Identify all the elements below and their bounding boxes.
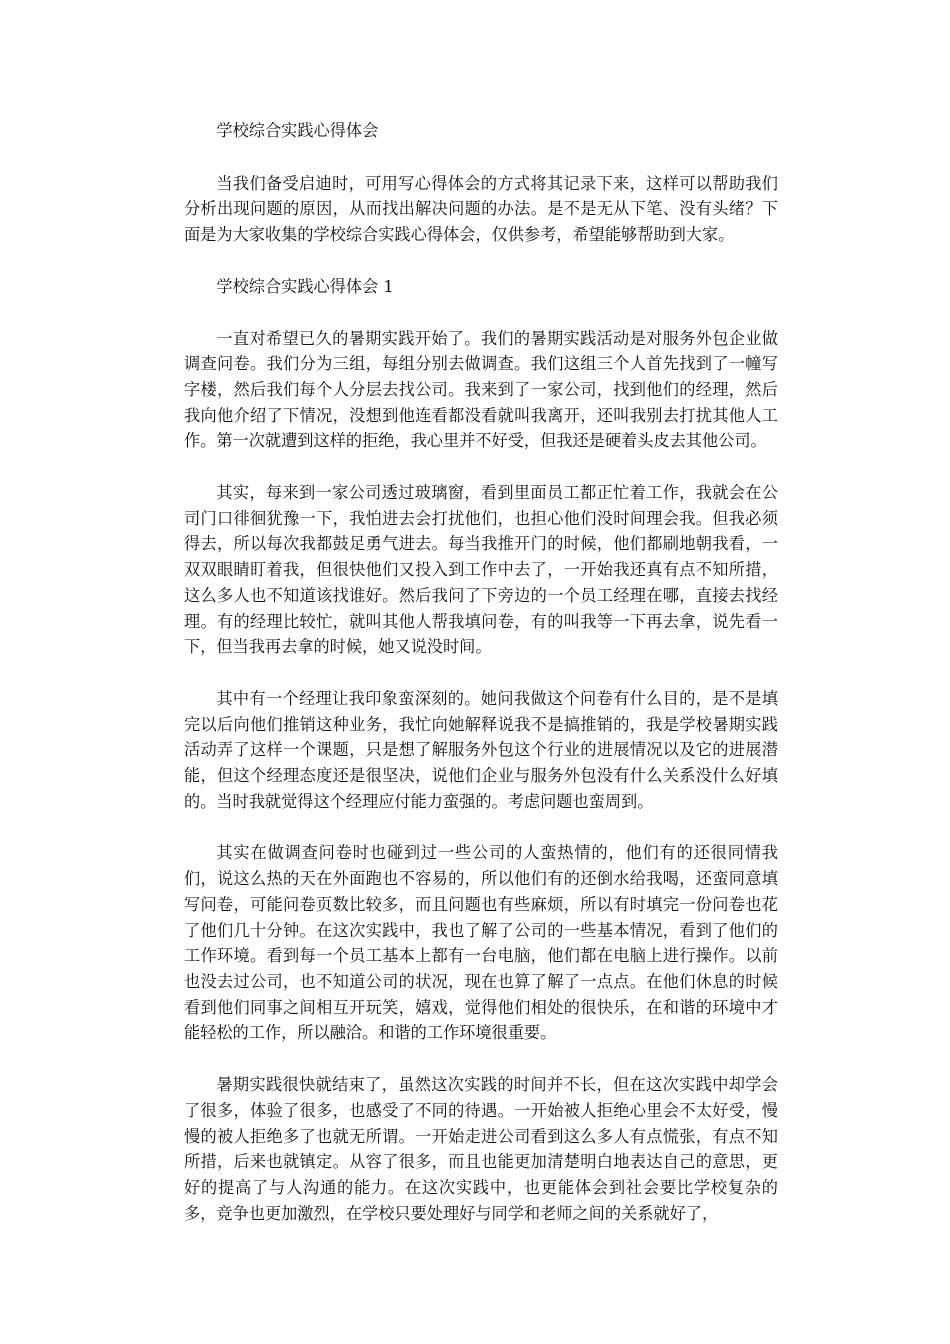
section-title: 学校综合实践心得体会 1 xyxy=(216,276,394,296)
body-paragraph-5: 暑期实践很快就结束了，虽然这次实践的时间并不长，但在这次实践中却学会了很多，体验了很多，也感受了不同的待遇。一开始被人拒绝心里会不太好受，慢慢的被人拒绝多了也就无所谓。一开始走进公司看到这么多人有点慌张，有点不知所措，后来也就镇定。从容了很多，而且也能更加清楚明白地表达自己的意思，更好的提高了与人沟通的能力。在这次实践中，也更能体会到社会要比学校复杂的多，竞争也更加激烈，在学校只要处理好与同学和老师之间的关系就好了， xyxy=(184,1075,778,1223)
body-paragraph-2: 其实，每来到一家公司透过玻璃窗，看到里面员工都正忙着工作，我就会在公司门口徘徊犹豫一下，我怕进去会打扰他们，也担心他们没时间理会我。但我必须得去，所以每次我都鼓足勇气进去。每当我推开门的时候，他们都刷地朝我看，一双双眼睛盯着我，但很快他们又投入到工作中去了，一开始我还真有点不知所措，这么多人也不知道该找谁好。然后我问了下旁边的一个员工经理在哪，直接去找经理。有的经理比较忙，就叫其他人帮我填问卷，有的叫我等一下再去拿，说先看一下，但当我再去拿的时候，她又说没时间。 xyxy=(184,483,778,657)
body-paragraph-4: 其实在做调查问卷时也碰到过一些公司的人蛮热情的，他们有的还很同情我们，说这么热的天在外面跑也不容易的，所以他们有的还倒水给我喝，还蛮同意填写问卷，可能问卷页数比较多，而且问题也有些麻烦，所以有时填完一份问卷也花了他们几十分钟。在这次实践中，我也了解了公司的一些基本情况，看到了他们的工作环境。看到每一个员工基本上都有一台电脑，他们都在电脑上进行操作。以前也没去过公司，也不知道公司的状况，现在也算了解了一点点。在他们休息的时候看到他们同事之间相互开玩笑，嬉戏，觉得他们相处的很快乐，在和谐的环境中才能轻松的工作，所以融洽。和谐的工作环境很重要。 xyxy=(184,843,778,1043)
body-paragraph-3: 其中有一个经理让我印象蛮深刻的。她问我做这个问卷有什么目的，是不是填完以后向他们推销这种业务，我忙向她解释说我不是搞推销的，我是学校暑期实践活动弄了这样一个课题，只是想了解服务外包这个行业的进展情况以及它的进展潜能，但这个经理态度还是很坚决，说他们企业与服务外包没有什么关系没什么好填的。当时我就觉得这个经理应付能力蛮强的。考虑问题也蛮周到。 xyxy=(184,688,778,811)
intro-paragraph: 当我们备受启迪时，可用写心得体会的方式将其记录下来，这样可以帮助我们分析出现问题的原因，从而找出解决问题的办法。是不是无从下笔、没有头绪？下面是为大家收集的学校综合实践心得体会，仅供参考，希望能够帮助到大家。 xyxy=(184,173,778,245)
body-paragraph-1: 一直对希望已久的暑期实践开始了。我们的暑期实践活动是对服务外包企业做调查问卷。我们分为三组，每组分别去做调查。我们这组三个人首先找到了一幢写字楼，然后我们每个人分层去找公司。我来到了一家公司，找到他们的经理，然后我向他介绍了下情况，没想到他连看都没看就叫我离开，还叫我别去打扰其他人工作。第一次就遭到这样的拒绝，我心里并不好受，但我还是硬着头皮去其他公司。 xyxy=(184,328,778,451)
document-title: 学校综合实践心得体会 xyxy=(216,121,379,140)
document-body xyxy=(184,118,778,1252)
